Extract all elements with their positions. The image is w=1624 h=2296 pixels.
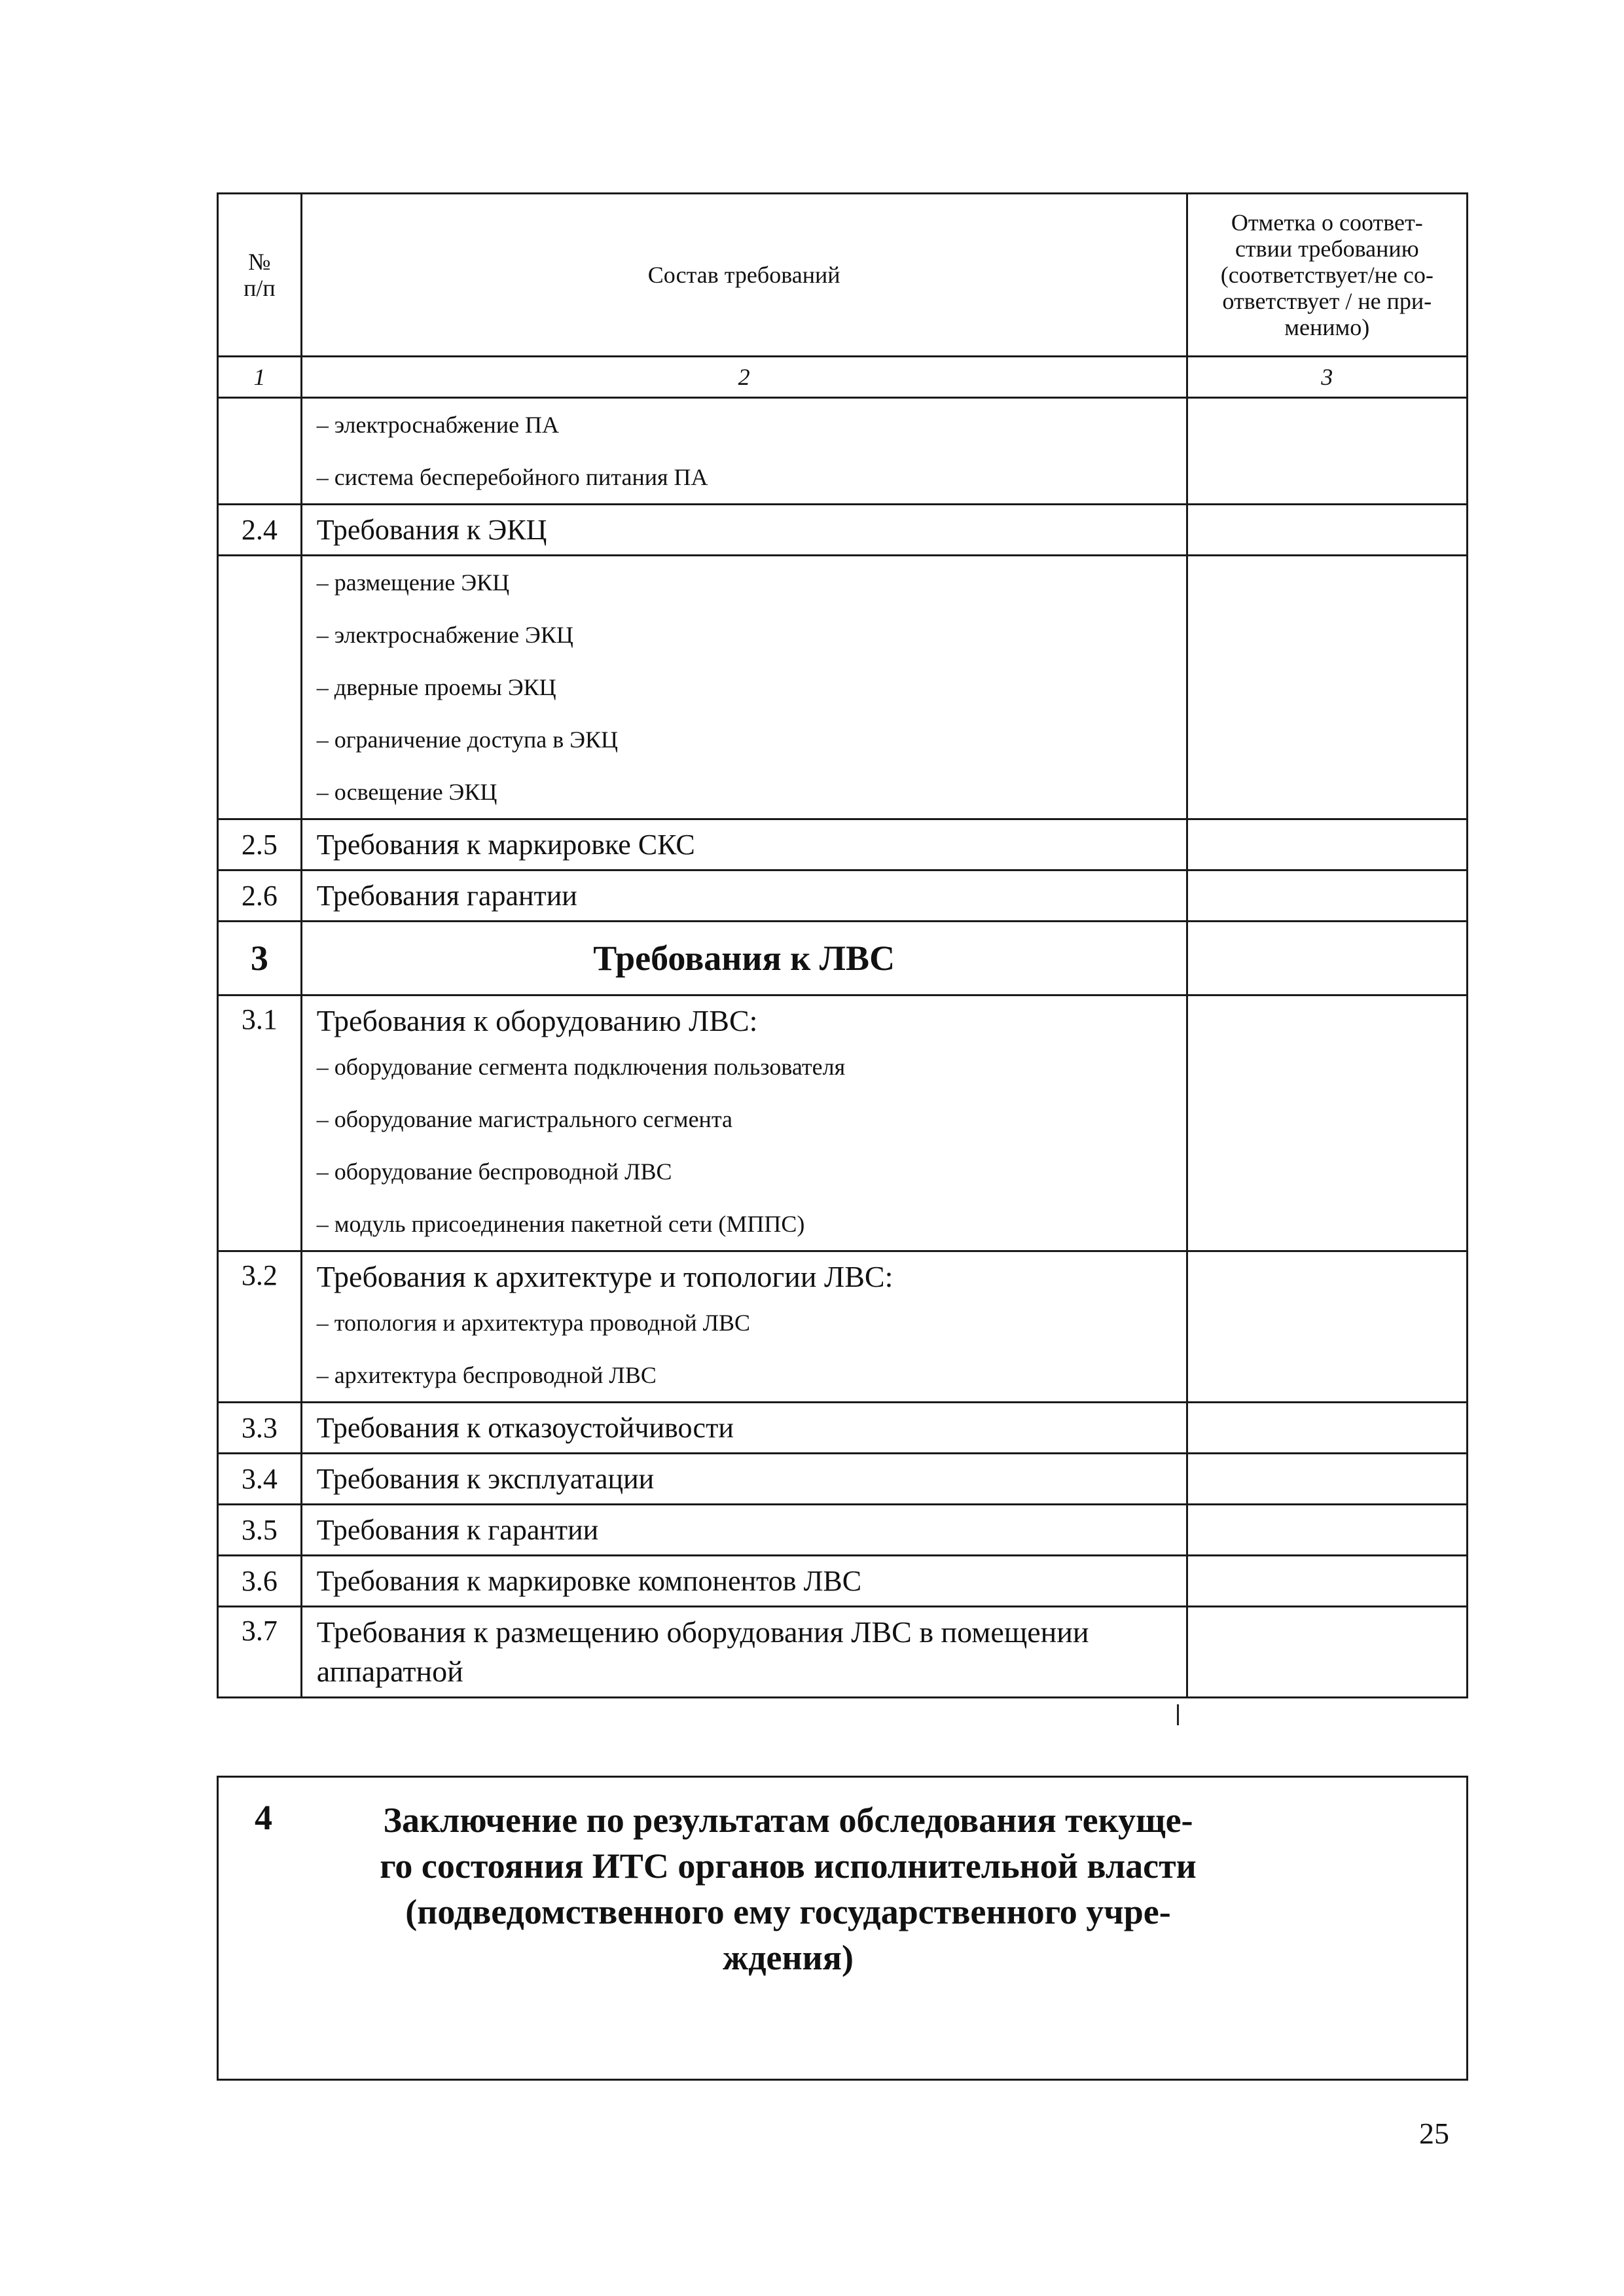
row-title: Требования гарантии: [301, 870, 1187, 922]
mark-cell[interactable]: [1187, 1607, 1467, 1698]
table-row: [218, 1251, 1468, 1403]
list-item: – освещение ЭКЦ: [316, 779, 497, 805]
row-num: 3.6: [218, 1556, 302, 1607]
table-row: [218, 505, 1468, 556]
row-title: Требования к оборудованию ЛВС:: [316, 1004, 758, 1037]
row-content: [301, 996, 1187, 1251]
table-row: [218, 819, 1468, 870]
mark-cell[interactable]: [1187, 922, 1467, 996]
table-header-row: [218, 194, 1468, 357]
row-title: Требования к ЭКЦ: [301, 505, 1187, 556]
row-num: 3.5: [218, 1505, 302, 1556]
section-num: 3: [218, 922, 302, 996]
mark-cell[interactable]: [1187, 1505, 1467, 1556]
mark-cell[interactable]: [1187, 556, 1467, 819]
col-index-3: 3: [1187, 357, 1467, 398]
header-requirements: Состав требований: [301, 194, 1187, 357]
column-index-row: [218, 357, 1468, 398]
row-title: Требования к гарантии: [301, 1505, 1187, 1556]
mark-cell[interactable]: [1187, 505, 1467, 556]
table-row: [218, 1403, 1468, 1454]
list-item: – оборудование сегмента подключения пользователя: [316, 1054, 846, 1080]
row-title: Требования к архитектуре и топологии ЛВС:: [316, 1260, 893, 1293]
row-content: [301, 1251, 1187, 1403]
mark-cell[interactable]: [1187, 996, 1467, 1251]
row-num: 3.4: [218, 1454, 302, 1505]
row-num: 3.1: [218, 996, 302, 1251]
row-title: Требования к маркировке СКС: [301, 819, 1187, 870]
mark-cell[interactable]: [1187, 819, 1467, 870]
row-num: 2.4: [218, 505, 302, 556]
table-row: [218, 870, 1468, 922]
table-row: [218, 398, 1468, 505]
list-item: – размещение ЭКЦ: [316, 569, 510, 596]
section-title: Требования к ЛВС: [301, 922, 1187, 996]
row-num: 3.7: [218, 1607, 302, 1698]
row-title: [301, 1607, 1187, 1698]
col-index-2: 2: [301, 357, 1187, 398]
row-title: Требования к отказоустойчивости: [301, 1403, 1187, 1454]
header-mark: Отметка о соответ- ствии требованию (соответствует/не со- ответствует / не при- менимо): [1187, 194, 1467, 357]
list-item: – архитектура беспроводной ЛВС: [316, 1362, 657, 1388]
section-row: [218, 922, 1468, 996]
list-item: – ограничение доступа в ЭКЦ: [316, 726, 619, 753]
mark-cell[interactable]: [1187, 398, 1467, 505]
list-item: – система бесперебойного питания ПА: [316, 464, 708, 490]
row-num: 3.2: [218, 1251, 302, 1403]
row-items: [301, 398, 1187, 505]
list-item: – модуль присоединения пакетной сети (МППС): [316, 1211, 805, 1237]
row-num: 3.3: [218, 1403, 302, 1454]
table-row: [218, 1505, 1468, 1556]
col-index-1: 1: [218, 357, 302, 398]
page-number: 25: [1419, 2117, 1449, 2150]
mark-cell[interactable]: [1187, 1556, 1467, 1607]
table-row: [218, 1556, 1468, 1607]
list-item: – электроснабжение ПА: [316, 412, 560, 438]
row-title: Требования к маркировке компонентов ЛВС: [301, 1556, 1187, 1607]
header-num: № п/п: [218, 194, 302, 357]
row-num: [218, 556, 302, 819]
table-row: [218, 1454, 1468, 1505]
table-row: [218, 556, 1468, 819]
mark-cell[interactable]: [1187, 1454, 1467, 1505]
row-num: 2.5: [218, 819, 302, 870]
requirements-table: [217, 192, 1468, 1698]
row-num: 2.6: [218, 870, 302, 922]
list-item: – дверные проемы ЭКЦ: [316, 674, 556, 700]
row-items: [301, 556, 1187, 819]
row-title-text: Требования к размещению оборудования ЛВС в помещении аппаратной: [316, 1615, 1089, 1688]
mark-cell[interactable]: [1187, 1251, 1467, 1403]
list-item: – электроснабжение ЭКЦ: [316, 622, 573, 648]
row-num: [218, 398, 302, 505]
row-title: Требования к эксплуатации: [301, 1454, 1187, 1505]
stray-tick-mark: [1177, 1704, 1179, 1725]
conclusion-box: [217, 1776, 1468, 2081]
table-row: [218, 996, 1468, 1251]
mark-cell[interactable]: [1187, 870, 1467, 922]
table-row: [218, 1607, 1468, 1698]
conclusion-num: 4: [255, 1798, 272, 1837]
list-item: – оборудование магистрального сегмента: [316, 1106, 732, 1132]
list-item: – топология и архитектура проводной ЛВС: [316, 1310, 751, 1336]
list-item: – оборудование беспроводной ЛВС: [316, 1158, 672, 1185]
mark-cell[interactable]: [1187, 1403, 1467, 1454]
conclusion-title: Заключение по результатам обследования текуще- го состояния ИТС органов исполнительной власти (подведомственного ему государственного учре- ждения): [380, 1801, 1197, 1977]
